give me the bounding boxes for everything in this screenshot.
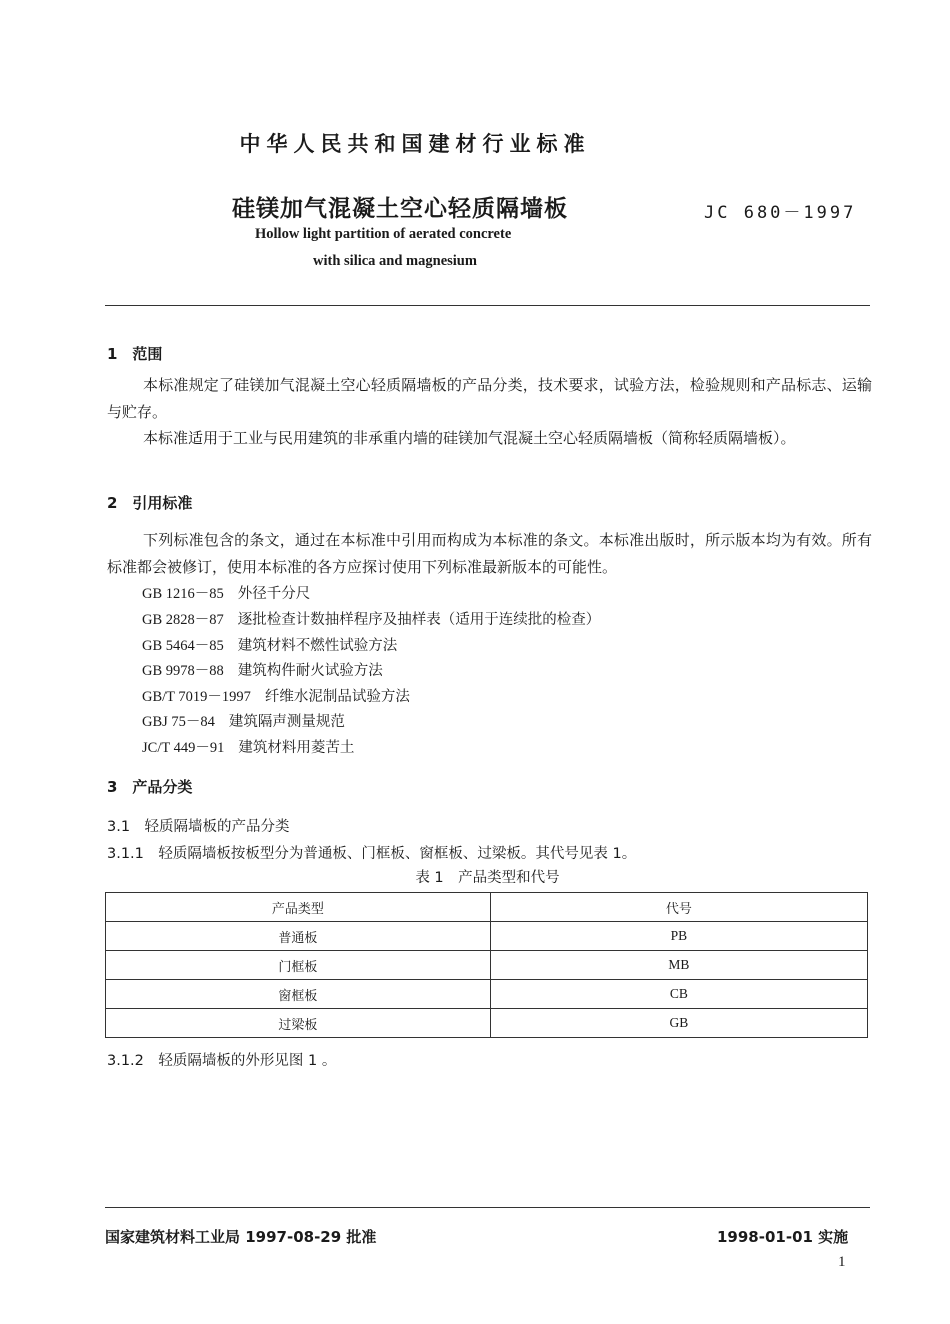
reference-code: JC/T 449－91 [142,740,225,756]
product-type-table [105,892,868,1038]
reference-code: GB 5464－85 [142,638,224,654]
reference-code: GB 9978－88 [142,663,224,679]
clause-3-1: 3.1 轻质隔墙板的产品分类 [107,819,290,835]
table-row [106,951,868,980]
table-cell-code: CB [490,980,867,1009]
reference-code: GB 2828－87 [142,612,224,628]
reference-code: GBJ 75－84 [142,714,215,730]
section-1-paragraph-1: 本标准规定了硅镁加气混凝土空心轻质隔墙板的产品分类，技术要求，试验方法，检验规则和产品标志、运输与贮存。 [107,376,872,421]
reference-code: GB/T 7019－1997 [142,689,251,705]
section-2-heading: 2 引用标准 [107,494,193,512]
section-1-paragraph-2: 本标准适用于工业与民用建筑的非承重内墙的硅镁加气混凝土空心轻质隔墙板（简称轻质隔墙板）。 [143,429,796,447]
table-cell-code: GB [490,1009,867,1038]
table-cell-type: 门框板 [106,951,491,980]
clause-3-1-2: 3.1.2 轻质隔墙板的外形见图 1 。 [107,1053,337,1069]
clause-3-1-1: 3.1.1 轻质隔墙板按板型分为普通板、门框板、窗框板、过梁板。其代号见表 1。 [107,846,637,862]
reference-item [142,685,410,706]
reference-title: 建筑材料不燃性试验方法 [237,638,398,654]
reference-title: 纤维水泥制品试验方法 [264,689,410,705]
header-divider [105,305,870,306]
reference-item [142,608,600,629]
table-cell-type: 窗框板 [106,980,491,1009]
reference-item [142,736,354,757]
table-row [106,1009,868,1038]
footer-divider [105,1207,870,1208]
reference-title: 建筑构件耐火试验方法 [237,663,383,679]
table-cell-code: PB [490,922,867,951]
section-2-paragraph: 下列标准包含的条文，通过在本标准中引用而构成为本标准的条文。本标准出版时，所示版本均为有效。所有标准都会被修订，使用本标准的各方应探讨使用下列标准最新版本的可能性。 [107,531,872,576]
reference-item [142,659,383,680]
approval-statement: 国家建筑材料工业局 1997-08-29 批准 [105,1228,377,1246]
reference-item [142,710,345,731]
table-1-caption: 表 1 产品类型和代号 [415,870,560,886]
table-cell-type: 过梁板 [106,1009,491,1038]
table-header-cell: 代号 [490,893,867,922]
reference-item [142,582,310,603]
table-header-cell: 产品类型 [106,893,491,922]
table-row [106,922,868,951]
reference-item [142,634,397,655]
reference-title: 建筑隔声测量规范 [228,714,345,730]
table-row [106,980,868,1009]
table-cell-code: MB [490,951,867,980]
reference-code: GB 1216－85 [142,586,224,602]
section-1-heading: 1 范围 [107,345,163,363]
effective-date: 1998-01-01 实施 [717,1228,849,1246]
standard-category-title: 中华人民共和国建材行业标准 [239,132,591,156]
page-number: 1 [838,1254,846,1270]
reference-title: 建筑材料用菱苦土 [238,740,355,756]
reference-title: 逐批检查计数抽样程序及抽样表（适用于连续批的检查） [237,612,601,628]
document-title-cn: 硅镁加气混凝土空心轻质隔墙板 [232,196,568,222]
document-title-en-line2: with silica and magnesium [313,253,477,269]
table-cell-type: 普通板 [106,922,491,951]
section-3-heading: 3 产品分类 [107,778,193,796]
table-header-row [106,893,868,922]
document-title-en-line1: Hollow light partition of aerated concrete [255,226,512,242]
reference-title: 外径千分尺 [237,586,311,602]
standard-code: JC 680－1997 [704,203,857,223]
